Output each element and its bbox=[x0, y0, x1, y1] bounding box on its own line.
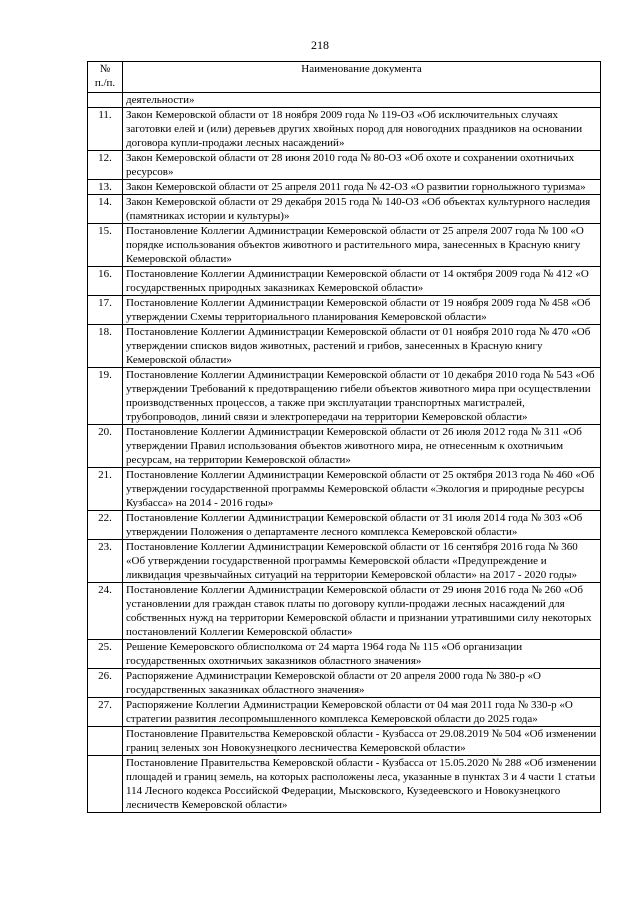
column-header-number bbox=[88, 62, 123, 93]
table-row bbox=[88, 468, 601, 511]
row-number: 14. bbox=[88, 195, 123, 224]
document-title: Постановление Правительства Кемеровской области - Кузбасса от 15.05.2020 № 288 «Об изменении площадей и границ земель, на которых расположены леса, указанные в пунктах 3 и 4 части 1 статьи 114 Лесного кодекса Российской Федерации, Мысковского, Кузедеевского и Новокузнецкого лесничеств Кемеровской области» bbox=[123, 756, 601, 813]
row-number: 23. bbox=[88, 540, 123, 583]
document-title: Закон Кемеровской области от 28 июня 2010 года № 80-ОЗ «Об охоте и сохранении охотничьих ресурсов» bbox=[123, 151, 601, 180]
table-row bbox=[88, 108, 601, 151]
row-number: 19. bbox=[88, 368, 123, 425]
document-title: Постановление Коллегии Администрации Кемеровской области от 10 декабря 2010 года № 543 «Об утверждении Требований к предотвращению гибели объектов животного мира при осуществлении производственных процессов, а также при эксплуатации транспортных магистралей, трубопроводов, линий связи и электропередачи на территории Кемеровской области» bbox=[123, 368, 601, 425]
table-row bbox=[88, 195, 601, 224]
document-title: Постановление Коллегии Администрации Кемеровской области от 16 сентября 2016 года № 360 «Об утверждении государственной программы Кемеровской области «Предупреждение и ликвидация чрезвычайных ситуаций на территории Кемеровской области» на 2017 - 2020 годы» bbox=[123, 540, 601, 583]
table-row bbox=[88, 267, 601, 296]
table-header-row bbox=[88, 62, 601, 93]
table-row bbox=[88, 296, 601, 325]
row-number: 24. bbox=[88, 583, 123, 640]
document-title: Закон Кемеровской области от 18 ноября 2009 года № 119-ОЗ «Об исключительных случаях заготовки елей и (или) деревьев других хвойных пород для новогодних праздников на основании договора купли-продажи лесных насаждений» bbox=[123, 108, 601, 151]
column-header-number-line2: п./п. bbox=[94, 77, 116, 89]
table-row bbox=[88, 425, 601, 468]
row-number: 16. bbox=[88, 267, 123, 296]
table-row bbox=[88, 224, 601, 267]
row-number: 18. bbox=[88, 325, 123, 368]
row-number bbox=[88, 756, 123, 813]
row-number: 15. bbox=[88, 224, 123, 267]
document-title: Постановление Коллегии Администрации Кемеровской области от 19 ноября 2009 года № 458 «Об утверждении Схемы территориального планирования Кемеровской области» bbox=[123, 296, 601, 325]
row-number: 26. bbox=[88, 669, 123, 698]
row-number: 13. bbox=[88, 180, 123, 195]
table-row bbox=[88, 511, 601, 540]
document-title: деятельности» bbox=[123, 93, 601, 108]
document-title: Решение Кемеровского облисполкома от 24 марта 1964 года № 115 «Об организации государственных охотничьих заказников областного значения» bbox=[123, 640, 601, 669]
table-row bbox=[88, 93, 601, 108]
column-header-title: Наименование документа bbox=[123, 62, 601, 93]
table-row bbox=[88, 368, 601, 425]
table-row bbox=[88, 756, 601, 813]
row-number bbox=[88, 727, 123, 756]
document-title: Распоряжение Коллегии Администрации Кемеровской области от 04 мая 2011 года № 330-р «О стратегии развития лесопромышленного комплекса Кемеровской области до 2025 года» bbox=[123, 698, 601, 727]
document-title: Закон Кемеровской области от 29 декабря 2015 года № 140-ОЗ «Об объектах культурного наследия (памятниках истории и культуры)» bbox=[123, 195, 601, 224]
row-number: 11. bbox=[88, 108, 123, 151]
row-number: 21. bbox=[88, 468, 123, 511]
page-number: 218 bbox=[311, 38, 329, 52]
table-row bbox=[88, 669, 601, 698]
row-number: 27. bbox=[88, 698, 123, 727]
table-row bbox=[88, 698, 601, 727]
row-number: 22. bbox=[88, 511, 123, 540]
table-row bbox=[88, 180, 601, 195]
table-row bbox=[88, 583, 601, 640]
row-number: 25. bbox=[88, 640, 123, 669]
document-title: Постановление Коллегии Администрации Кемеровской области от 29 июня 2016 года № 260 «Об установлении для граждан ставок платы по договору купли-продажи лесных насаждений для собственных нужд на территории Кемеровской области и признании утратившими силу некоторых постановлений Коллегии Кемеровской области» bbox=[123, 583, 601, 640]
row-number: 20. bbox=[88, 425, 123, 468]
document-title: Постановление Коллегии Администрации Кемеровской области от 31 июля 2014 года № 303 «Об утверждении Положения о департаменте лесного комплекса Кемеровской области» bbox=[123, 511, 601, 540]
table-row bbox=[88, 151, 601, 180]
document-title: Постановление Коллегии Администрации Кемеровской области от 25 апреля 2007 года № 100 «О порядке использования объектов животного и растительного мира, занесенных в Красную книгу Кемеровской области» bbox=[123, 224, 601, 267]
document-title: Постановление Коллегии Администрации Кемеровской области от 14 октября 2009 года № 412 «О государственных природных заказниках Кемеровской области» bbox=[123, 267, 601, 296]
document-title: Постановление Правительства Кемеровской области - Кузбасса от 29.08.2019 № 504 «Об изменении границ зеленых зон Новокузнецкого лесничества Кемеровской области» bbox=[123, 727, 601, 756]
column-header-number-line1: № bbox=[99, 63, 111, 75]
table-row bbox=[88, 640, 601, 669]
document-title: Постановление Коллегии Администрации Кемеровской области от 01 ноября 2010 года № 470 «Об утверждении списков видов животных, растений и грибов, занесенных в Красную книгу Кемеровской области» bbox=[123, 325, 601, 368]
documents-table bbox=[87, 61, 601, 813]
row-number: 12. bbox=[88, 151, 123, 180]
row-number: 17. bbox=[88, 296, 123, 325]
document-title: Закон Кемеровской области от 25 апреля 2011 года № 42-ОЗ «О развитии горнолыжного туризма» bbox=[123, 180, 601, 195]
table-row bbox=[88, 727, 601, 756]
document-title: Распоряжение Администрации Кемеровской области от 20 апреля 2000 года № 380-р «О государственных заказниках областного значения» bbox=[123, 669, 601, 698]
table-row bbox=[88, 540, 601, 583]
table-row bbox=[88, 325, 601, 368]
document-title: Постановление Коллегии Администрации Кемеровской области от 26 июля 2012 года № 311 «Об утверждении Правил использования объектов животного мира, не отнесенным к охотничьим ресурсам, на территории Кемеровской области» bbox=[123, 425, 601, 468]
row-number bbox=[88, 93, 123, 108]
document-title: Постановление Коллегии Администрации Кемеровской области от 25 октября 2013 года № 460 «Об утверждении государственной программы Кемеровской области «Экология и природные ресурсы Кузбасса» на 2014 - 2016 годы» bbox=[123, 468, 601, 511]
